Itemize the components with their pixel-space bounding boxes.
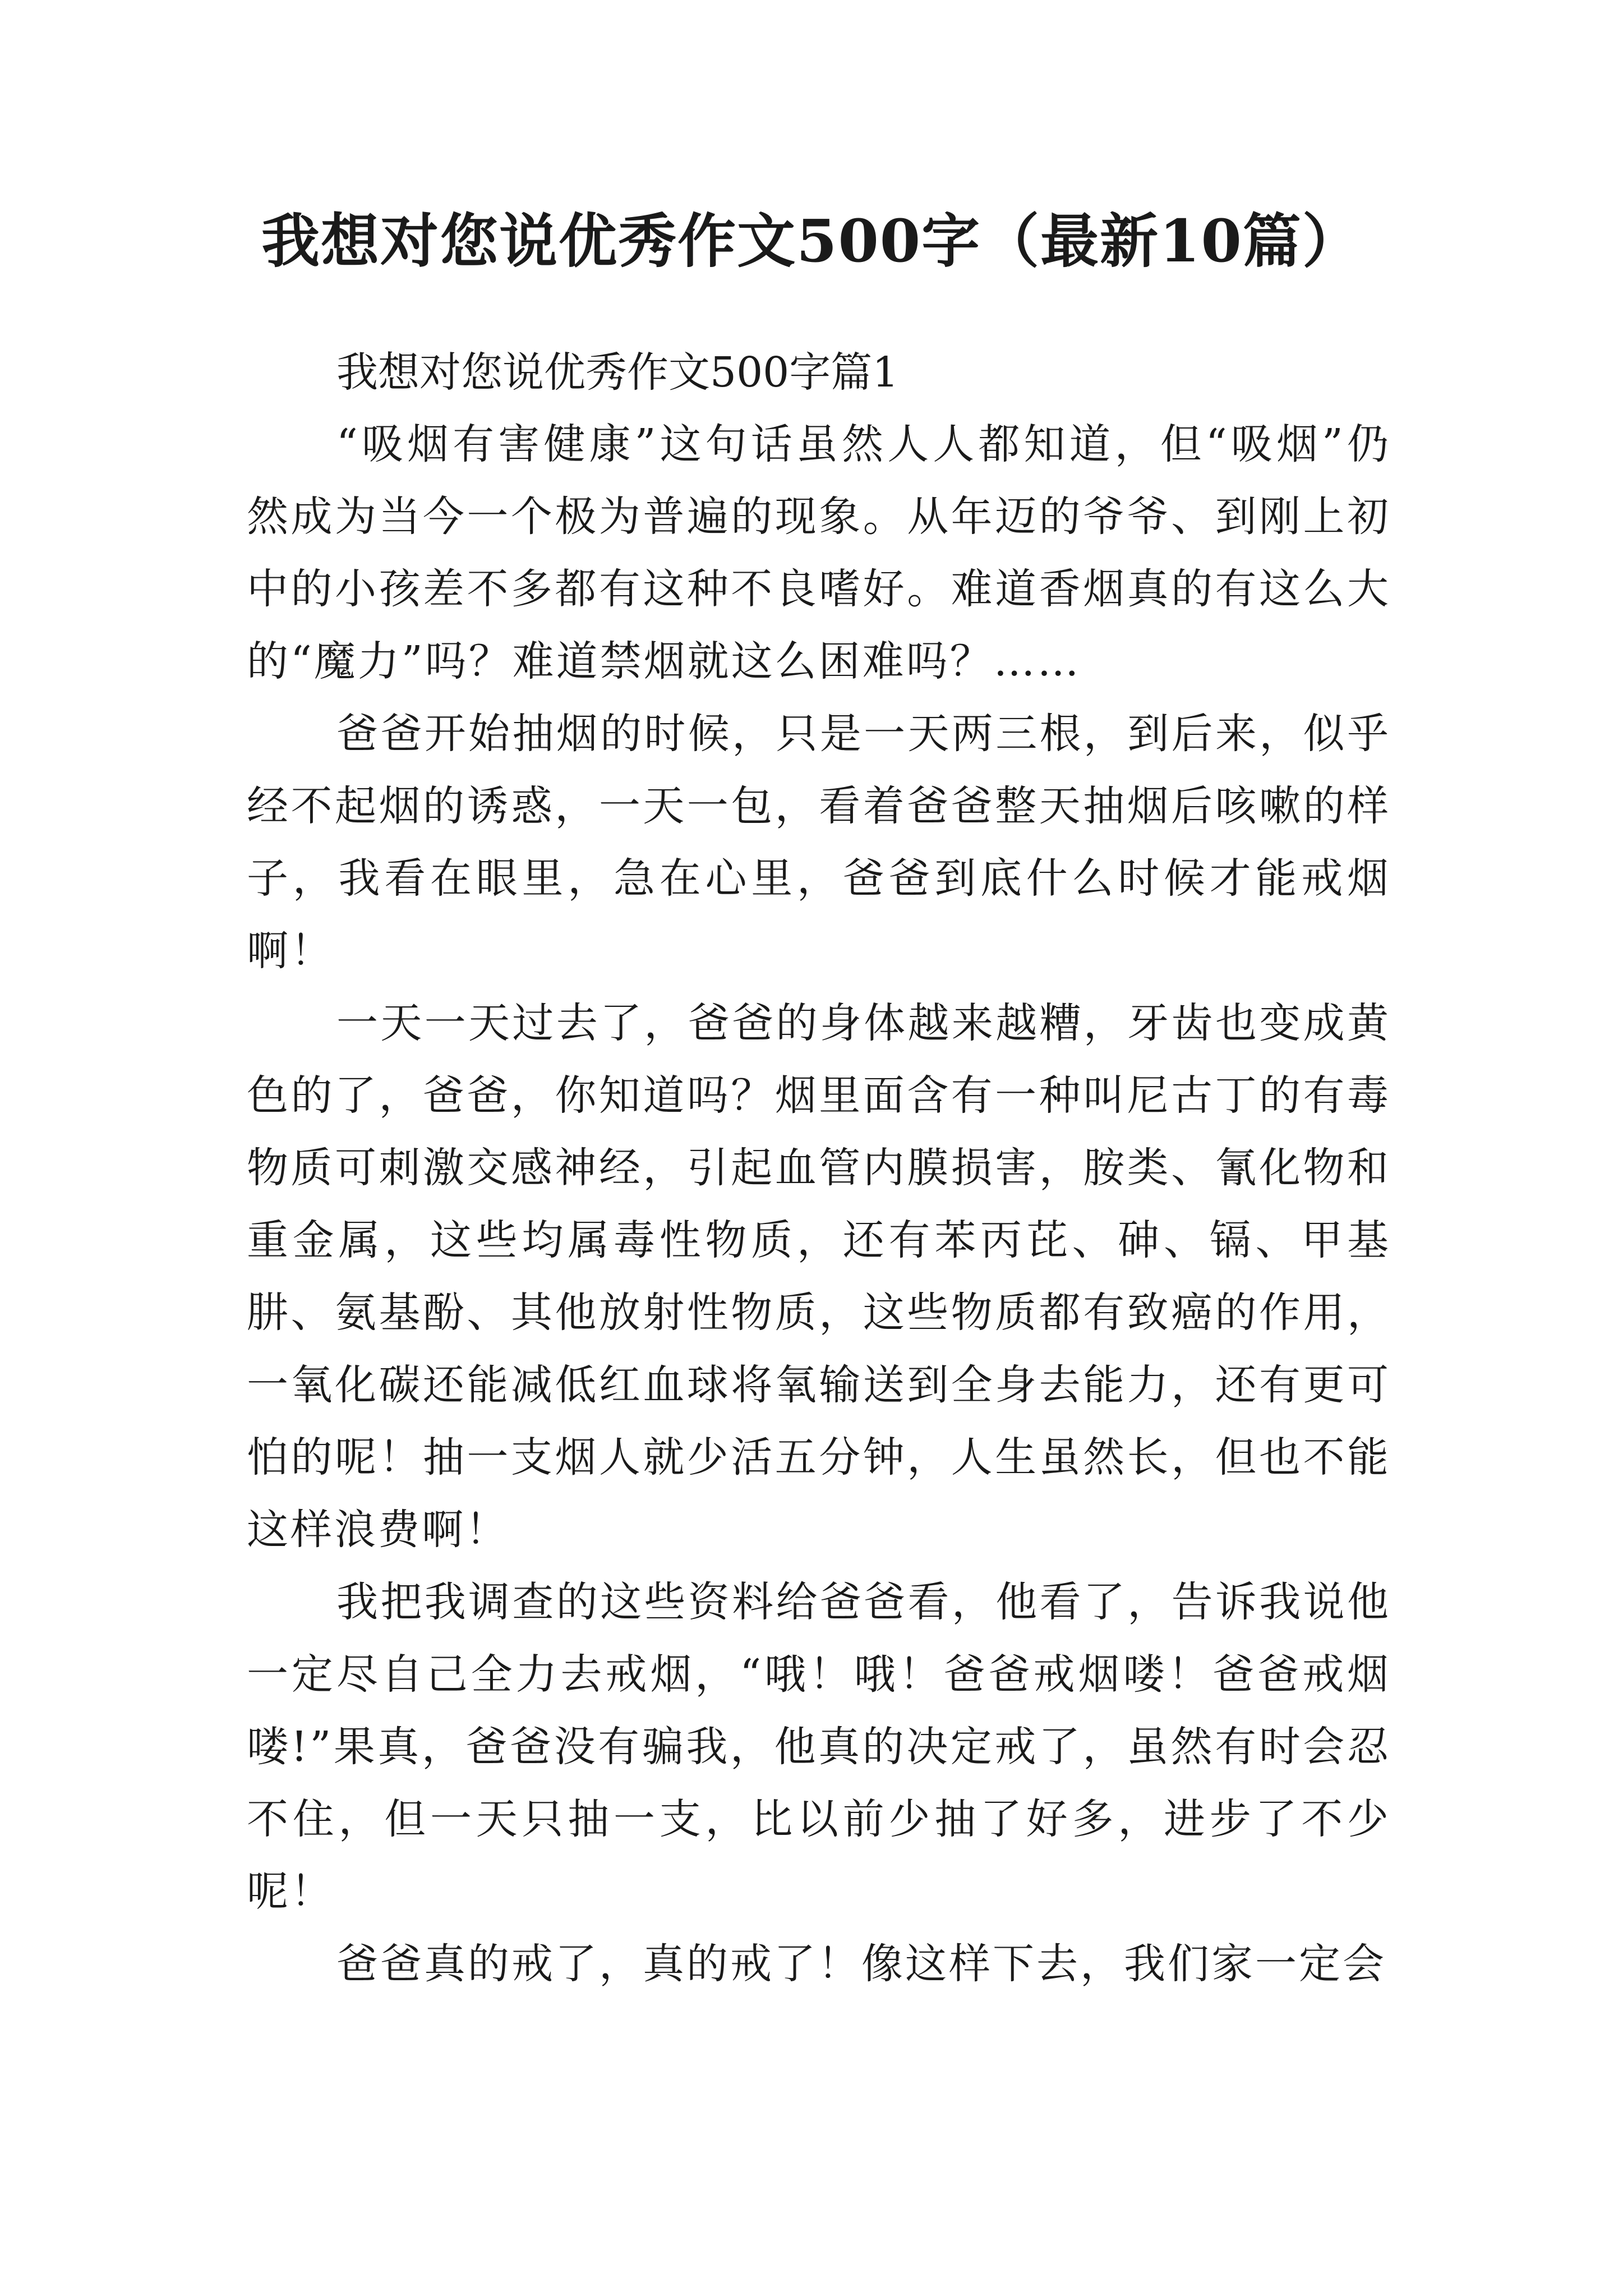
paragraph-3: 一天一天过去了，爸爸的身体越来越糟，牙齿也变成黄色的了，爸爸，你知道吗？烟里面含有一种叫尼古丁的有毒物质可刺激交感神经，引起血管内膜损害，胺类、氰化物和重金属，这些均属毒性物质，还有苯丙芘、砷、镉、甲基肼、氨基酚、其他放射性物质，这些物质都有致癌的作用，一氧化碳还能减低红血球将氧输送到全身去能力，还有更可怕的呢！抽一支烟人就少活五分钟，人生虽然长，但也不能这样浪费啊！: [247, 999, 1391, 1554]
paragraph-2: 爸爸开始抽烟的时候，只是一天两三根，到后来，似乎经不起烟的诱惑，一天一包，看着爸爸整天抽烟后咳嗽的样子，我看在眼里，急在心里，爸爸到底什么时候才能戒烟啊！: [247, 710, 1391, 975]
paragraph-5: 爸爸真的戒了，真的戒了！像这样下去，我们家一定会: [336, 1940, 1386, 1988]
document-body: [247, 337, 1391, 2000]
paragraph-1: “吸烟有害健康”这句话虽然人人都知道，但“吸烟”仍然成为当今一个极为普遍的现象。从年迈的爷爷、到刚上初中的小孩差不多都有这种不良嗜好。难道香烟真的有这么大的“魔力”吗？难道禁烟就这么困难吗？……: [247, 420, 1391, 685]
paragraph-4: 我把我调查的这些资料给爸爸看，他看了，告诉我说他一定尽自己全力去戒烟，“哦！哦！爸爸戒烟喽！爸爸戒烟喽!”果真，爸爸没有骗我，他真的决定戒了，虽然有时会忍不住，但一天只抽一支，比以前少抽了好多，进步了不少呢！: [247, 1578, 1391, 1916]
section-heading: 我想对您说优秀作文500字篇1: [336, 348, 899, 397]
document-title: 我想对您说优秀作文500字（最新10篇）: [261, 206, 1362, 275]
